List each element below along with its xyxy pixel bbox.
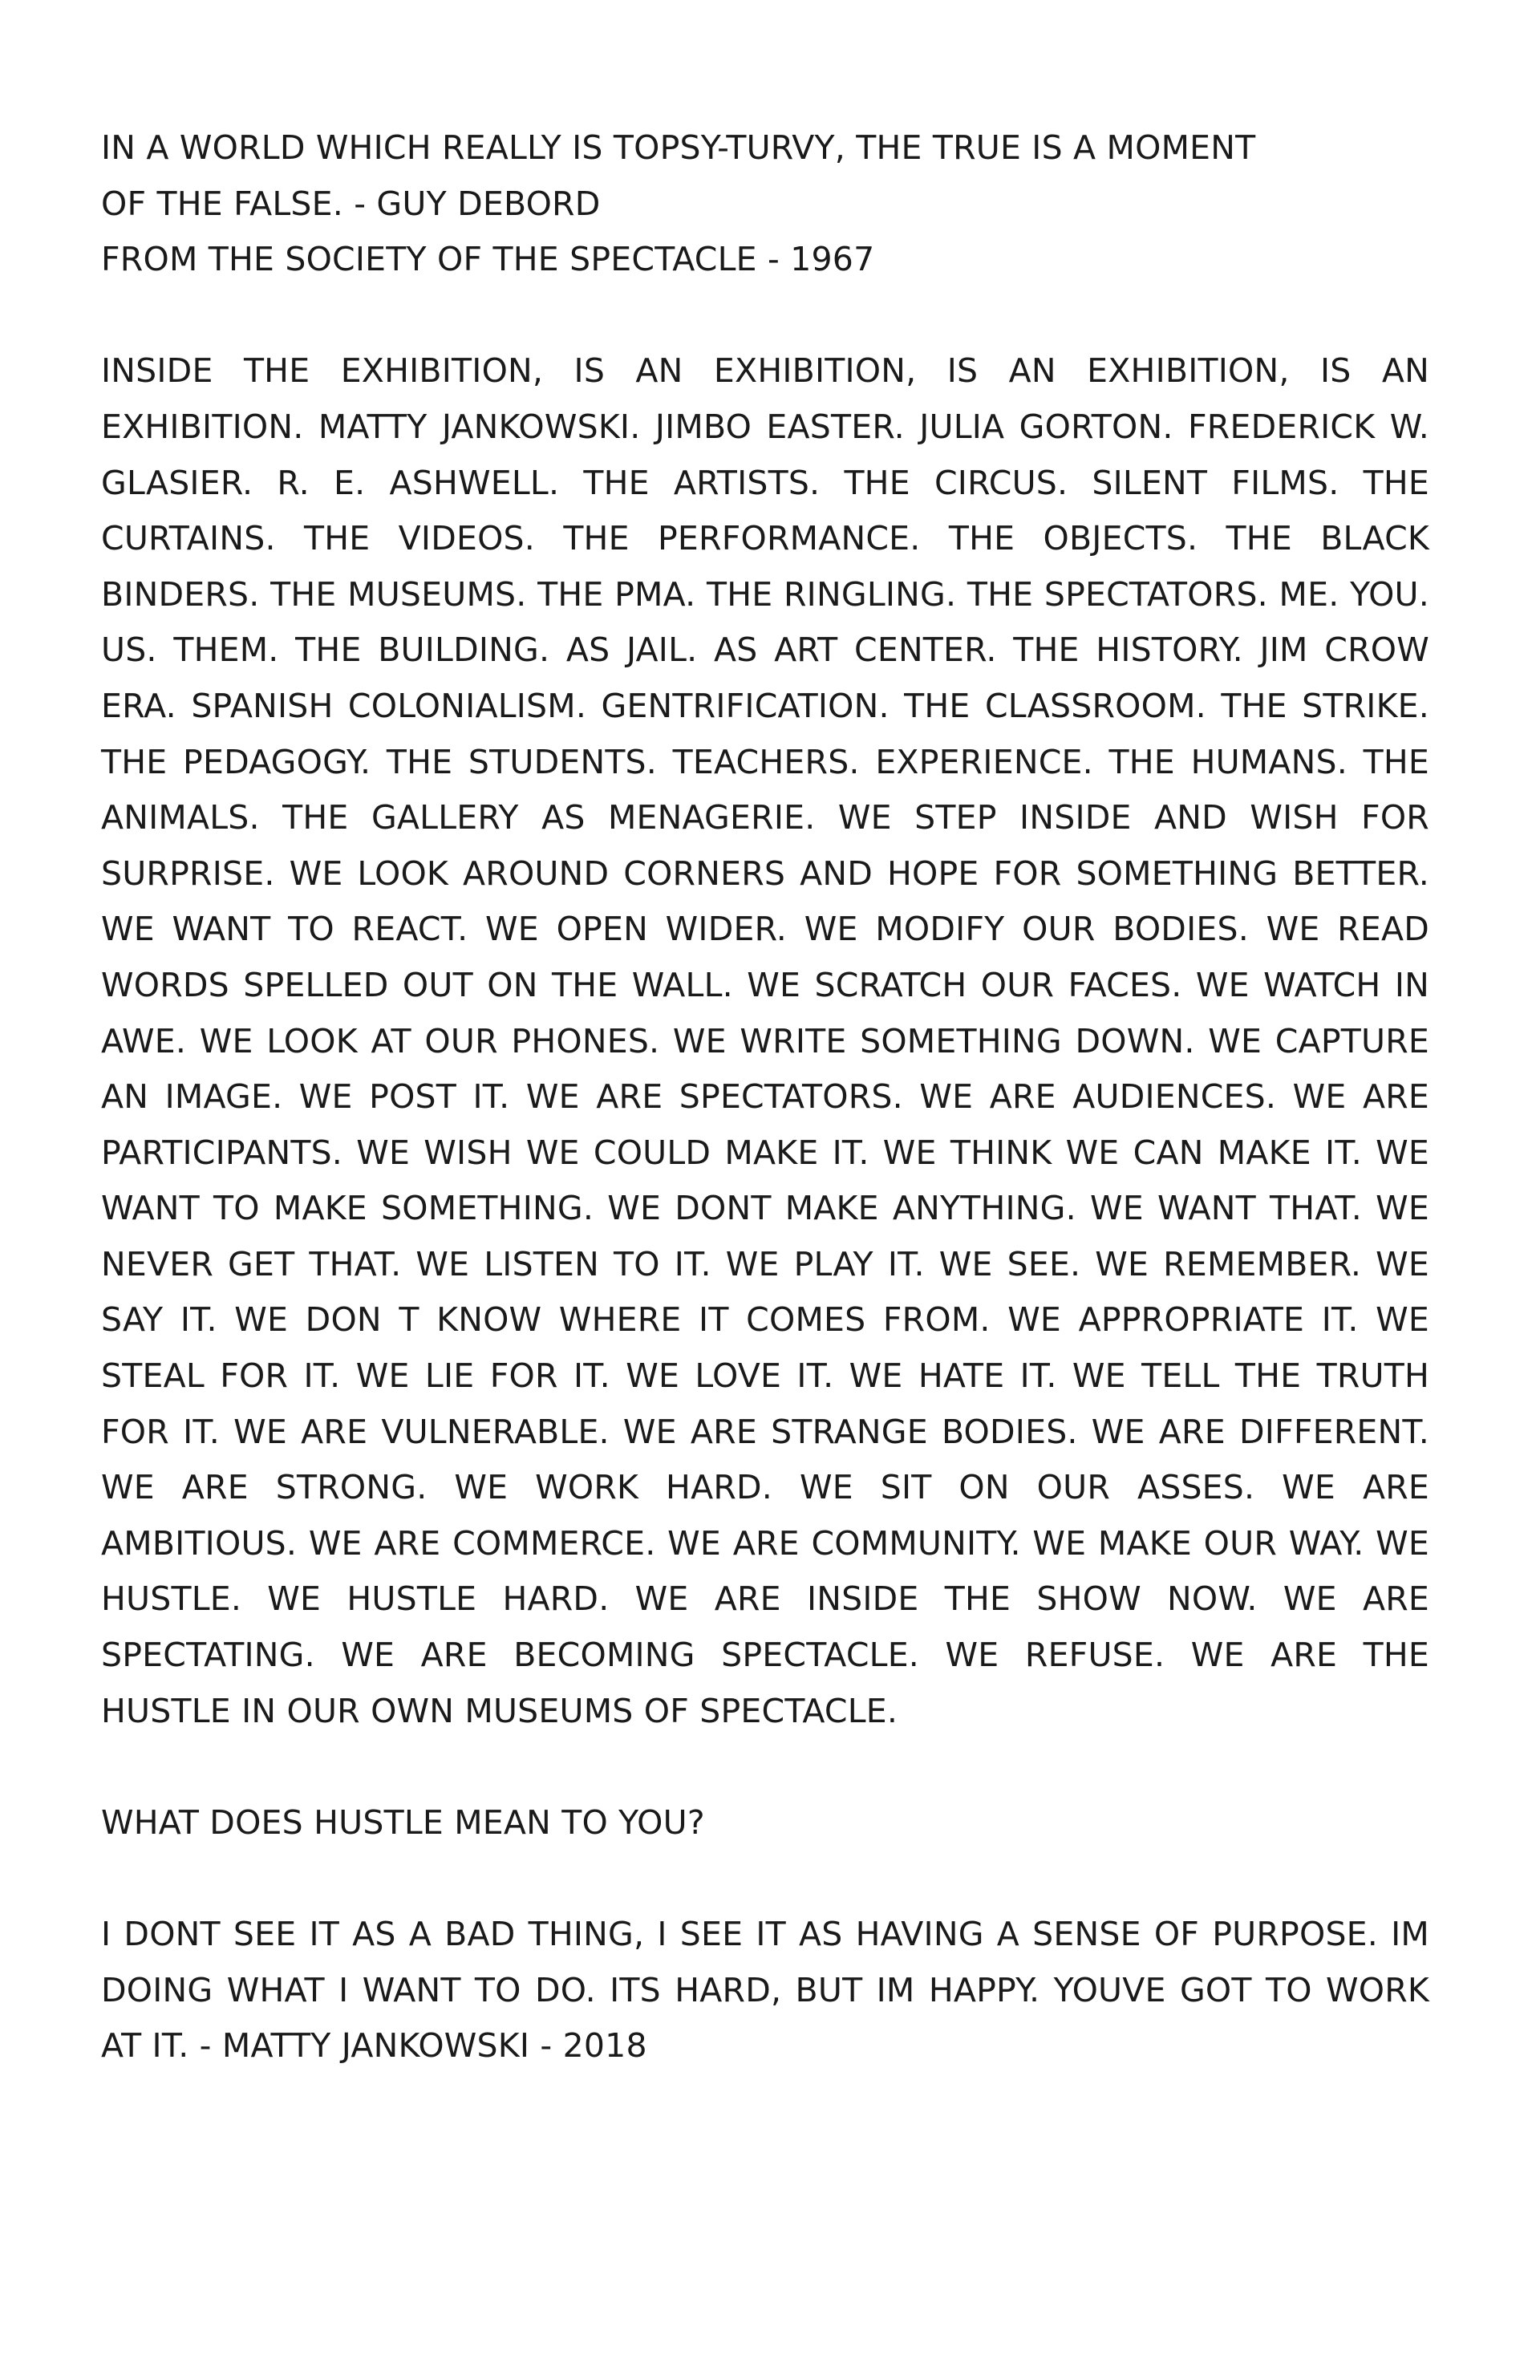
spacer <box>101 1851 1429 1907</box>
document-page <box>101 120 1429 2074</box>
spacer <box>101 1739 1429 1795</box>
question-heading: WHAT DOES HUSTLE MEAN TO YOU? <box>101 1802 705 1842</box>
epigraph <box>101 120 1429 288</box>
epigraph-source: FROM THE SOCIETY OF THE SPECTACLE - 1967 <box>101 240 875 279</box>
body-paragraph: INSIDE THE EXHIBITION, IS AN EXHIBITION, IS AN EXHIBITION, IS AN EXHIBITION. MATTY JANKOWSKI. JIMBO EASTER. JULIA GORTON. FREDERICK W. GLASIER. R. E. ASHWELL. THE ARTISTS. THE CIRCUS. SILENT FILMS. THE CURTAINS. THE VIDEOS. THE PERFORMANCE. THE OBJECTS. THE BLACK BINDERS. THE MUSEUMS. THE PMA. THE RINGLING. THE SPECTATORS. ME. YOU. US. THEM. THE BUILDING. AS JAIL. AS ART CENTER. THE HISTORY. JIM CROW ERA. SPANISH COLONIALISM. GENTRIFICATION. THE CLASSROOM. THE STRIKE. THE PEDAGOGY. THE STUDENTS. TEACHERS. EXPERIENCE. THE HUMANS. THE ANIMALS. THE GALLERY AS MENAGERIE. WE STEP INSIDE AND WISH FOR SURPRISE. WE LOOK AROUND CORNERS AND HOPE FOR SOMETHING BETTER. WE WANT TO REACT. WE OPEN WIDER. WE MODIFY OUR BODIES. WE READ WORDS SPELLED OUT ON THE WALL. WE SCRATCH OUR FACES. WE WATCH IN AWE. WE LOOK AT OUR PHONES. WE WRITE SOMETHING DOWN. WE CAPTURE AN IMAGE. WE POST IT. WE ARE SPECTATORS. WE ARE AUDIENCES. WE ARE PARTICIPANTS. WE WISH WE COULD MAKE IT. WE THINK WE CAN MAKE IT. WE WANT TO MAKE SOMETHING. WE DONT MAKE ANYTHING. WE WANT THAT. WE NEVER GET THAT. WE LISTEN TO IT. WE PLAY IT. WE SEE. WE REMEMBER. WE SAY IT. WE DON T KNOW WHERE IT COMES FROM. WE APPROPRIATE IT. WE STEAL FOR IT. WE LIE FOR IT. WE LOVE IT. WE HATE IT. WE TELL THE TRUTH FOR IT. WE ARE VULNERABLE. WE ARE STRANGE BODIES. WE ARE DIFFERENT. WE ARE STRONG. WE WORK HARD. WE SIT ON OUR ASSES. WE ARE AMBITIOUS. WE ARE COMMERCE. WE ARE COMMUNITY. WE MAKE OUR WAY. WE HUSTLE. WE HUSTLE HARD. WE ARE INSIDE THE SHOW NOW. WE ARE SPECTATING. WE ARE BECOMING SPECTACLE. WE REFUSE. WE ARE THE HUSTLE IN OUR OWN MUSEUMS OF SPECTACLE. <box>101 351 1429 1730</box>
answer-paragraph: I DONT SEE IT AS A BAD THING, I SEE IT AS HAVING A SENSE OF PURPOSE. IM DOING WHAT I WANT TO DO. ITS HARD, BUT IM HAPPY. YOUVE GOT TO WORK AT IT. - MATTY JANKOWSKI - 2018 <box>101 1915 1429 2066</box>
spacer <box>101 288 1429 344</box>
epigraph-line-1: IN A WORLD WHICH REALLY IS TOPSY-TURVY, THE TRUE IS A MOMENT <box>101 128 1256 167</box>
epigraph-line-2: OF THE FALSE. - GUY DEBORD <box>101 184 601 223</box>
